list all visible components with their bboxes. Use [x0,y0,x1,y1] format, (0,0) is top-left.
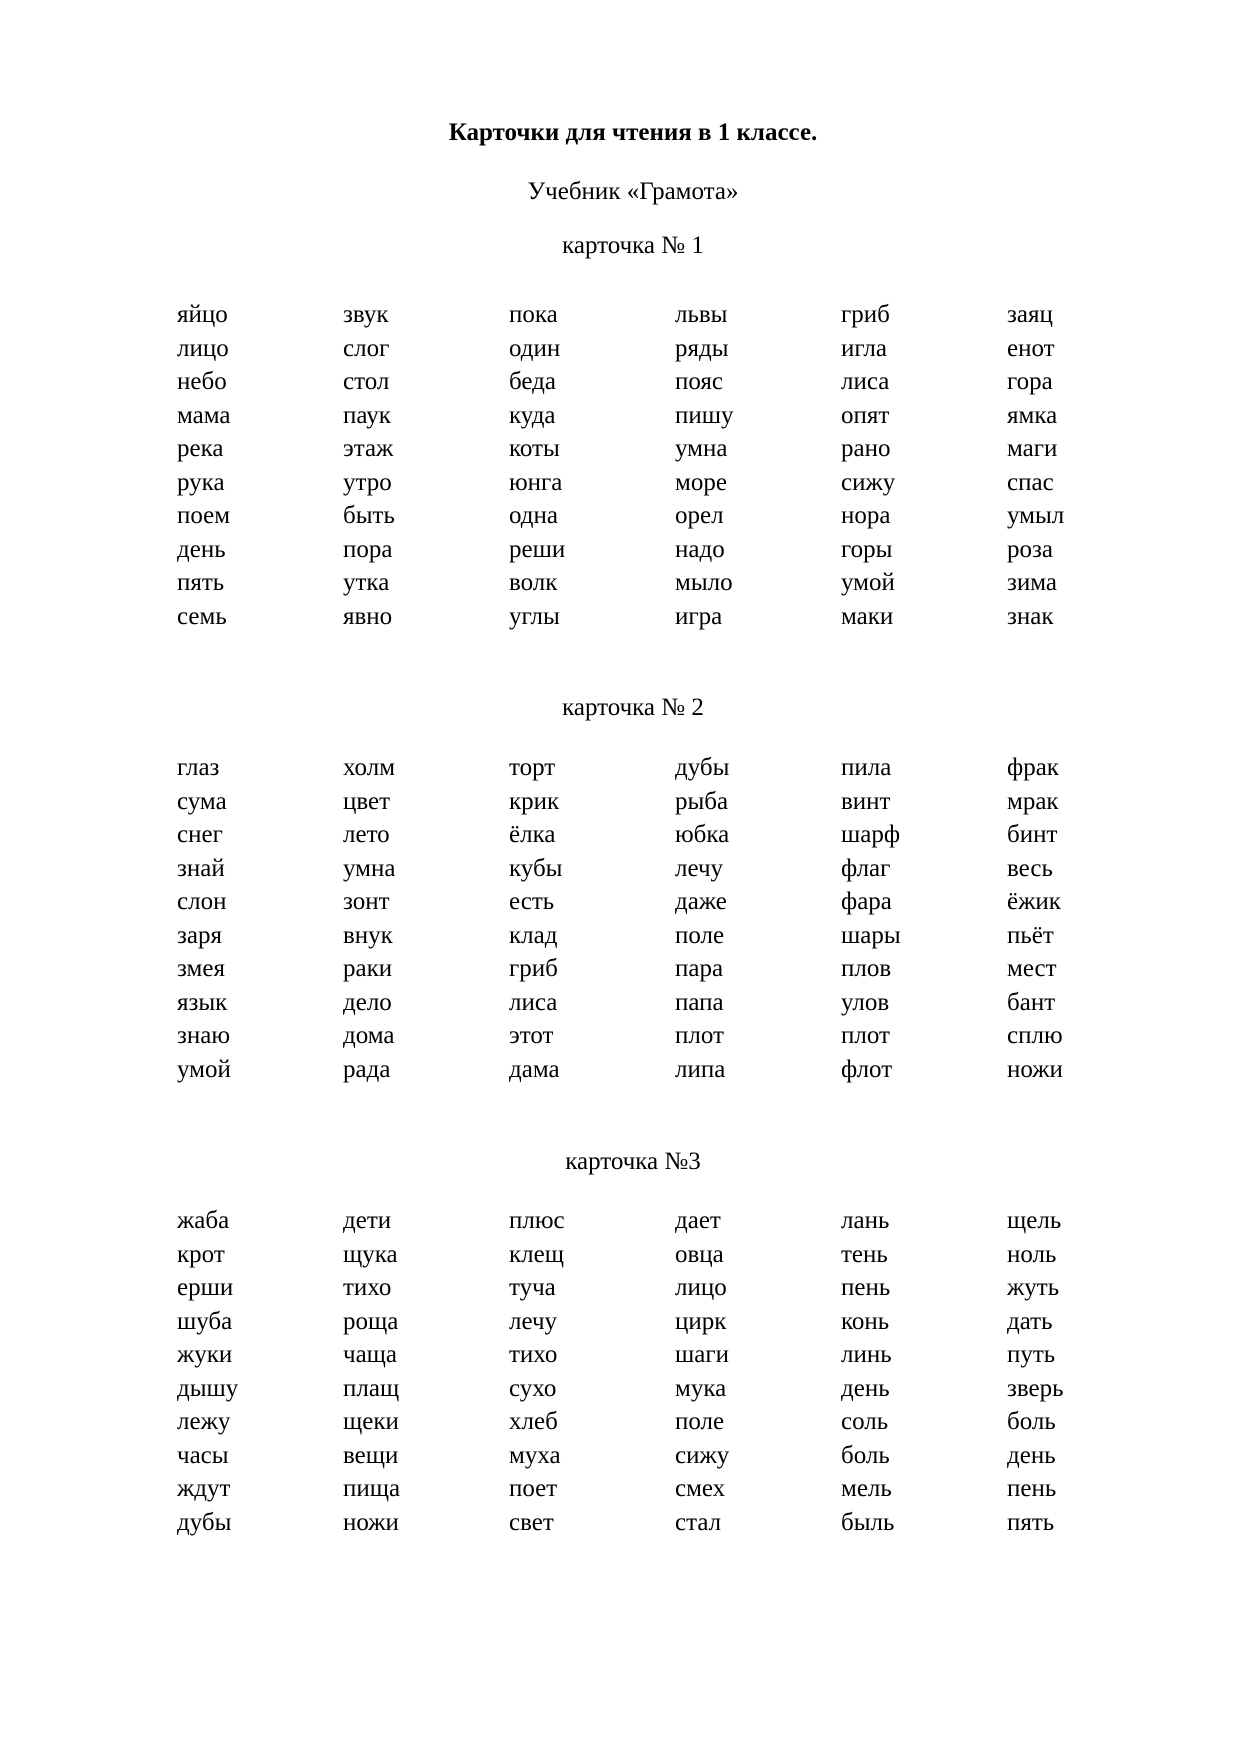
card-3-word: дубы [177,1508,232,1536]
card-3-word: овца [675,1240,724,1268]
card-3-word: щель [1007,1207,1062,1234]
card-1-word: ямка [1007,401,1058,429]
card-1-word: игра [675,602,723,630]
card-2-word: лечу [675,854,724,882]
card-1-word: паук [343,401,391,429]
card-1-word: горы [841,535,893,563]
card-3-word: мука [675,1374,727,1402]
card-3-word: шаги [675,1341,729,1368]
card-3-word: чаща [343,1341,398,1368]
card-1-word: надо [675,535,725,563]
card-3-word: сижу [675,1441,730,1469]
card-1-word-grid [177,298,1177,633]
card-2-word: фрак [1007,754,1059,781]
card-2-word-grid [177,751,1177,1086]
card-3-word: плюс [509,1207,565,1234]
card-2-word: змея [177,955,225,982]
card-2-word: цвет [343,787,391,815]
card-2-word: снег [177,821,223,848]
card-1-word: реши [509,535,566,563]
card-3-word: цирк [675,1307,727,1335]
card-2-word: гриб [509,955,558,982]
card-3-word: зверь [1007,1374,1064,1402]
card-3-word: соль [841,1408,889,1435]
card-2-word: лиса [509,988,558,1016]
card-2-word: сплю [1007,1022,1063,1049]
card-3-word: пять [1007,1508,1055,1536]
card-1-word: нора [841,502,891,529]
card-2-word: винт [841,787,891,815]
card-1-word: стол [343,368,390,395]
card-1-word: звук [343,301,389,328]
card-1-word: река [177,435,224,462]
card-3-word: туча [509,1274,556,1301]
card-2-word: улов [841,988,890,1016]
card-1-word: углы [509,602,560,630]
card-3-word: роща [343,1307,399,1335]
card-3-word: шуба [177,1307,233,1335]
card-1-word: юнга [509,468,563,496]
card-3-word: жуки [177,1341,233,1368]
card-3-word: пень [841,1274,891,1301]
page-title: Карточки для чтения в 1 классе. [448,119,818,146]
card-3-word: лицо [675,1274,727,1301]
card-1-word: пять [177,569,225,596]
card-2-word: пара [675,955,724,982]
card-2-word: умой [177,1055,231,1083]
card-1-word: гора [1007,368,1053,395]
card-2-word: знаю [177,1022,231,1049]
card-3-word: часы [177,1441,229,1469]
card-2-word: зонт [343,888,390,915]
card-1-word: сижу [841,468,896,496]
card-heading-2: карточка № 2 [562,694,704,721]
card-2-word: фара [841,888,892,915]
page-subtitle: Учебник «Грамота» [527,178,739,205]
card-2-word: лето [343,821,390,848]
card-1-word: волк [509,569,558,596]
card-1-word: яйцо [177,301,228,328]
card-3-word: плащ [343,1374,400,1402]
card-3-word: вещи [343,1441,399,1469]
card-2-word: крик [509,787,560,815]
card-2-word: раки [343,955,393,982]
card-3-word: жуть [1007,1274,1060,1301]
card-1-word: коты [509,435,560,462]
card-2-word: флот [841,1055,893,1083]
card-2-word: внук [343,921,393,949]
card-2-word: ёлка [509,821,556,848]
card-2-word: бинт [1007,821,1058,848]
card-3-word: тихо [343,1274,392,1301]
card-1-word: день [177,535,226,563]
card-3-word: дает [675,1207,721,1234]
card-1-word: рано [841,435,891,462]
card-1-word: игла [841,334,887,362]
card-1-word: утка [343,569,390,596]
card-2-word: мест [1007,955,1057,982]
card-2-word: рада [343,1055,391,1083]
card-3-word: тихо [509,1341,558,1368]
card-2-word: дубы [675,754,730,781]
card-3-word: поет [509,1475,558,1502]
card-1-word: один [509,334,561,362]
card-3-word: щеки [343,1408,399,1435]
card-3-word: линь [841,1341,892,1368]
card-2-word: умна [343,854,396,882]
card-2-word: дело [343,988,392,1016]
card-1-word: рука [177,468,225,496]
card-3-word: поле [675,1408,725,1435]
card-1-word: знак [1007,602,1054,630]
card-3-word: смех [675,1475,726,1502]
card-1-word: ряды [675,334,729,362]
card-heading-3: карточка №3 [565,1148,701,1175]
card-1-word: явно [343,602,393,630]
card-2-word: даже [675,888,727,915]
card-2-word: плов [841,955,892,982]
card-2-word: глаз [177,754,220,781]
card-2-word: шары [841,921,901,949]
card-3-word: свет [509,1508,554,1536]
card-1-word: семь [177,602,227,630]
card-1-word: зима [1007,569,1057,596]
card-3-word: день [841,1374,890,1402]
card-3-word: конь [841,1307,890,1335]
card-3-word-grid [177,1204,1177,1539]
card-2-word: сума [177,787,227,815]
card-2-word: весь [1007,854,1053,882]
card-1-word: небо [177,368,227,395]
card-1-word: пока [509,301,558,328]
card-2-word: ножи [1007,1055,1063,1083]
card-2-word: папа [675,988,724,1016]
card-3-word: стал [675,1508,722,1536]
card-1-word: поем [177,502,231,529]
card-2-word: пила [841,754,892,781]
card-1-word: одна [509,502,558,529]
card-3-word: щука [343,1240,398,1268]
card-1-word: орел [675,502,724,529]
card-1-word: пояс [675,368,723,395]
card-1-word: пишу [675,401,734,429]
card-1-word: гриб [841,301,890,328]
card-3-word: хлеб [509,1408,558,1435]
card-3-word: крот [177,1240,225,1268]
card-3-word: ерши [177,1274,234,1301]
card-3-word: лежу [177,1408,231,1435]
card-2-word: заря [177,921,222,949]
card-2-word: рыба [675,787,729,815]
card-3-word: боль [1007,1408,1056,1435]
card-1-word: куда [509,401,556,429]
card-3-word: быль [841,1508,895,1536]
card-3-word: боль [841,1441,890,1469]
card-2-word: плот [675,1022,724,1049]
card-heading-1: карточка № 1 [562,232,704,259]
card-2-word: мрак [1007,787,1059,815]
card-2-word: дама [509,1055,560,1083]
card-2-word: холм [343,754,396,781]
card-2-word: плот [841,1022,890,1049]
card-1-word: слог [343,334,390,362]
card-2-word: кубы [509,854,563,882]
card-3-word: дети [343,1207,392,1234]
card-2-word: шарф [841,821,901,848]
card-1-word: спас [1007,468,1054,496]
card-3-word: пища [343,1475,401,1502]
card-1-word: беда [509,368,556,395]
card-1-word: маги [1007,435,1058,462]
card-2-word: флаг [841,854,891,882]
card-1-word: опят [841,401,890,429]
card-3-word: путь [1007,1341,1056,1368]
card-2-word: знай [177,854,225,882]
card-2-word: клад [509,921,558,949]
card-3-word: ножи [343,1508,399,1536]
card-2-word: пьёт [1007,921,1054,949]
card-1-word: умой [841,569,895,596]
card-1-word: львы [675,301,728,328]
card-2-word: торт [509,754,556,781]
card-1-word: пора [343,535,393,563]
card-2-word: липа [675,1055,726,1083]
card-1-word: маки [841,602,894,630]
card-1-word: умыл [1007,502,1065,529]
card-2-word: есть [509,888,555,915]
card-3-word: жаба [177,1207,230,1234]
card-3-word: сухо [509,1374,557,1402]
card-1-word: море [675,468,727,496]
card-3-word: клещ [509,1240,564,1268]
card-3-word: мель [841,1475,892,1502]
card-2-word: этот [509,1022,554,1049]
card-1-word: этаж [343,435,394,462]
card-1-word: утро [343,468,392,496]
card-3-word: муха [509,1441,561,1469]
card-3-word: дать [1007,1307,1053,1335]
card-1-word: умна [675,435,728,462]
card-2-word: бант [1007,988,1056,1016]
card-2-word: юбка [675,821,730,848]
card-1-word: мыло [675,569,733,596]
card-1-word: лиса [841,368,890,395]
card-3-word: день [1007,1441,1056,1469]
card-3-word: лань [841,1207,890,1234]
card-3-word: дышу [177,1374,239,1402]
card-2-word: ёжик [1007,888,1061,915]
card-3-word: лечу [509,1307,558,1335]
card-1-word: быть [343,502,395,529]
card-1-word: лицо [177,334,229,362]
card-3-word: ждут [177,1475,231,1502]
card-1-word: енот [1007,334,1055,362]
card-2-word: язык [177,988,228,1016]
card-1-word: заяц [1007,301,1053,328]
card-2-word: дома [343,1022,395,1049]
card-1-word: мама [177,401,231,429]
card-3-word: тень [841,1240,888,1268]
card-3-word: ноль [1007,1240,1057,1268]
card-2-word: поле [675,921,725,949]
card-1-word: роза [1007,535,1053,563]
card-3-word: пень [1007,1475,1057,1502]
card-2-word: слон [177,888,227,915]
